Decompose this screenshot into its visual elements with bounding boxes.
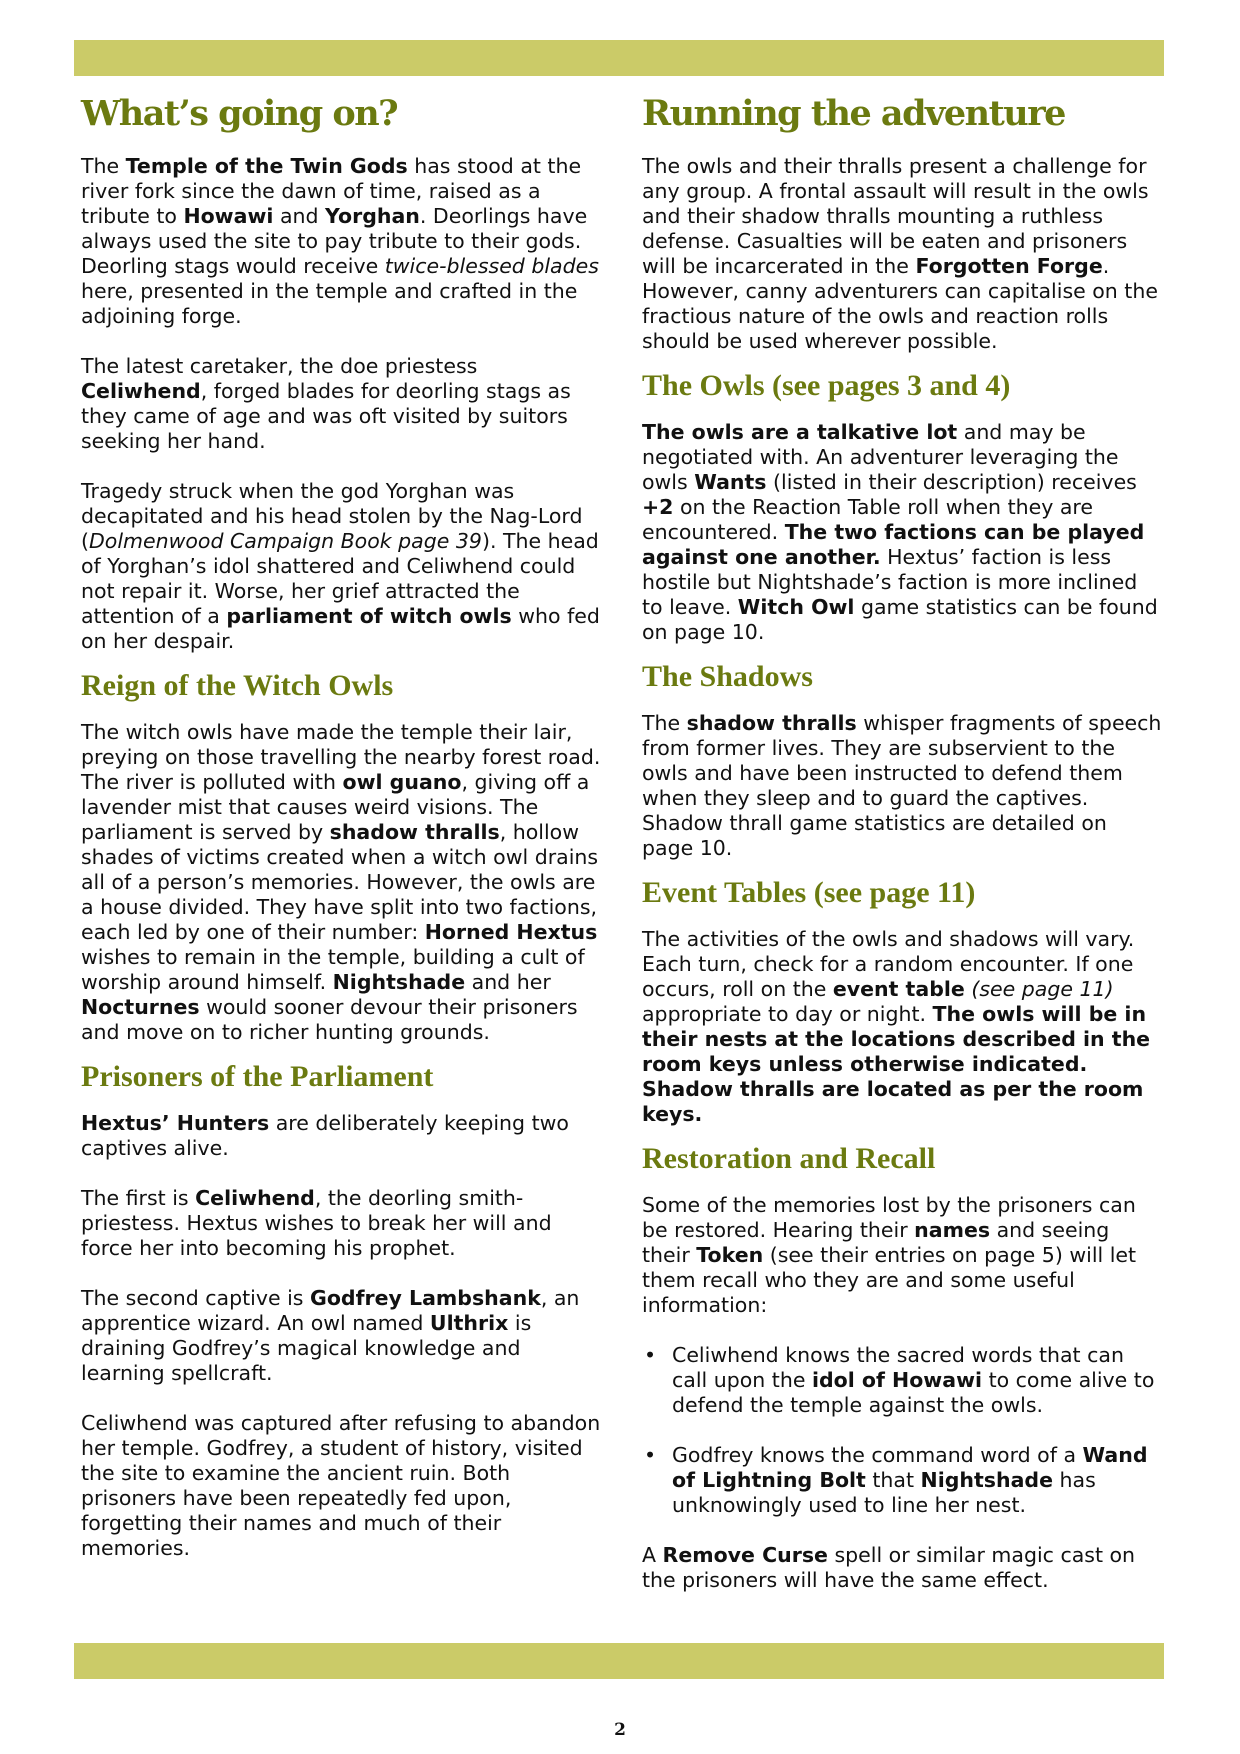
heading-restoration-and-recall: Restoration and Recall: [642, 1142, 936, 1175]
list-item: • Celiwhend knows the sacred words that can call upon the idol of Howawi to come alive to defend the temple against the owls.: [644, 1343, 1155, 1417]
section-title-whats-going-on: What’s going on?: [81, 93, 398, 134]
restoration-paragraph: Some of the memories lost by the prisoners can be restored. Hearing their names and seeing their Token (see their entries on page 5) will let them recall who they are and some useful information:: [642, 1193, 1137, 1317]
recall-list: [642, 1343, 1162, 1518]
caretaker-paragraph: The latest caretaker, the doe priestess Celiwhend, forged blades for deorling stags as they came of age and was oft visited by suitors seeking her hand.: [81, 354, 571, 453]
right-column: [642, 88, 1162, 1618]
section-title-running-the-adventure: Running the adventure: [642, 93, 1065, 134]
left-column: [81, 88, 601, 1586]
remove-curse-paragraph: A Remove Curse spell or similar magic cast on the prisoners will have the same effect.: [642, 1543, 1136, 1592]
heading-reign-of-the-witch-owls: Reign of the Witch Owls: [81, 669, 394, 702]
reign-paragraph: The witch owls have made the temple their lair, preying on those travelling the nearby forest road. The river is polluted with owl guano, giving off a lavender mist that causes weird visions. The parliament is served by shadow thralls, hollow shades of victims created when a witch owl drains all of a person’s memories. However, the owls are a house divided. They have split into two factions, each led by one of their number: Horned Hextus wishes to remain in the temple, building a cult of worship around himself. Nightshade and her Nocturnes would sooner devour their prisoners and move on to richer hunting grounds.: [81, 720, 601, 1044]
tragedy-paragraph: Tragedy struck when the god Yorghan was decapitated and his head stolen by the Nag-Lord (Dolmenwood Campaign Book page 39). The head of Yorghan’s idol shattered and Celiwhend could not repair it. Worse, her grief attracted the attention of a parliament of witch owls who fed on her despair.: [81, 479, 600, 653]
bullet-icon: •: [644, 1343, 657, 1367]
intro-paragraph: The Temple of the Twin Gods has stood at the river fork since the dawn of time, raised as a tribute to Howawi and Yorghan. Deorlings have always used the site to pay tribute to their gods. Deorling stags would receive twice-blessed blades here, presented in the temple and crafted in the adjoining forge.: [81, 154, 599, 328]
shadows-paragraph: The shadow thralls whisper fragments of speech from former lives. They are subservient to the owls and have been instructed to defend them when they sleep and to guard the captives. Shadow thrall game statistics are detailed on page 10.: [642, 711, 1162, 860]
heading-the-owls: The Owls (see pages 3 and 4): [642, 369, 1011, 402]
bullet-icon: •: [644, 1443, 657, 1467]
bottom-banner: [74, 1643, 1164, 1679]
captured-paragraph: Celiwhend was captured after refusing to abandon her temple. Godfrey, a student of history, visited the site to examine the ancient ruin. Both prisoners have been repeatedly fed upon, forgetting their names and much of their memories.: [81, 1411, 601, 1560]
owls-paragraph: The owls are a talkative lot and may be negotiated with. An adventurer leveraging the owls Wants (listed in their description) receives +2 on the Reaction Table roll when they are encountered. The two factions can be played against one another. Hextus’ faction is less hostile but Nightshade’s faction is more inclined to leave. Witch Owl game statistics can be found on page 10.: [642, 420, 1158, 644]
heading-prisoners-of-the-parliament: Prisoners of the Parliament: [81, 1060, 434, 1093]
heading-the-shadows: The Shadows: [642, 660, 813, 693]
second-captive-paragraph: The second captive is Godfrey Lambshank, an apprentice wizard. An owl named Ulthrix is draining Godfrey’s magical knowledge and learning spellcraft.: [81, 1286, 580, 1385]
first-captive-paragraph: The first is Celiwhend, the deorling smith-priestess. Hextus wishes to break her will and force her into becoming his prophet.: [81, 1186, 552, 1260]
page-number: 2: [614, 1720, 626, 1740]
event-paragraph: The activities of the owls and shadows will vary. Each turn, check for a random encounter. If one occurs, roll on the event table (see page 11) appropriate to day or night. The owls will be in their nests at the locations described in the room keys unless otherwise indicated. Shadow thralls are located as per the room keys.: [642, 927, 1151, 1126]
heading-event-tables: Event Tables (see page 11): [642, 876, 976, 909]
running-paragraph: The owls and their thralls present a challenge for any group. A frontal assault will result in the owls and their shadow thralls mounting a ruthless defense. Casualties will be eaten and prisoners will be incarcerated in the Forgotten Forge. However, canny adventurers can capitalise on the fractious nature of the owls and reaction rolls should be used wherever possible.: [642, 154, 1158, 353]
list-item: • Godfrey knows the command word of a Wand of Lightning Bolt that Nightshade has unknowingly used to line her nest.: [644, 1443, 1148, 1517]
top-banner: [74, 40, 1164, 76]
hunters-paragraph: Hextus’ Hunters are deliberately keeping two captives alive.: [81, 1111, 569, 1160]
